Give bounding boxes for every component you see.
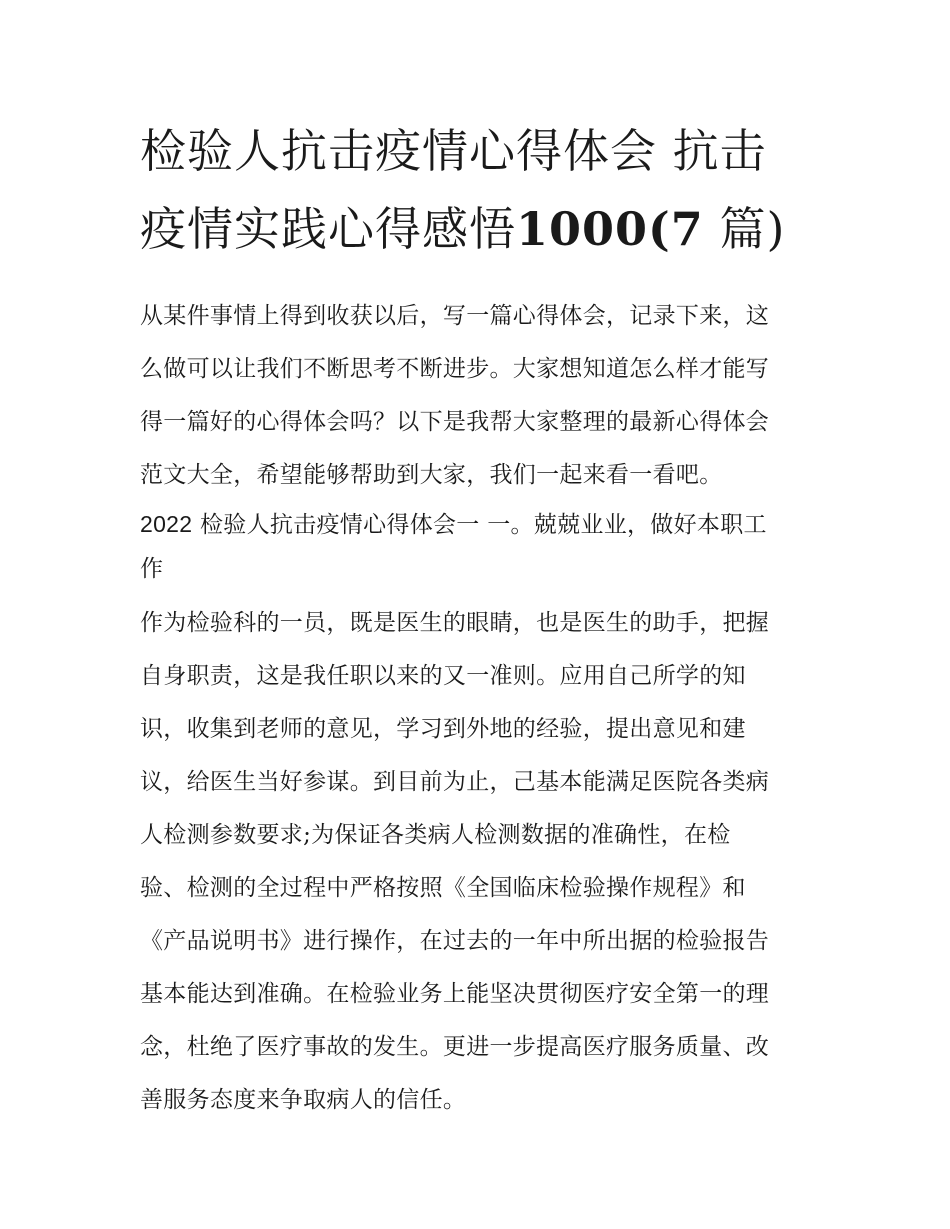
- intro-line: 从某件事情上得到收获以后，写一篇心得体会，记录下来，这: [140, 303, 770, 329]
- body-paragraph: [140, 597, 812, 1127]
- body-line: 《产品说明书》进行操作，在过去的一年中所出据的检验报告: [140, 928, 770, 954]
- title-line-2-number: 1000(7: [516, 202, 704, 256]
- intro-line: 得一篇好的心得体会吗？以下是我帮大家整理的最新心得体会: [140, 409, 770, 435]
- body-line: 善服务态度来争取病人的信任。: [140, 1087, 467, 1113]
- section-heading-text: 检验人抗击疫情心得体会一 一。兢兢业业，做好本职工: [200, 512, 767, 538]
- document-page: [140, 112, 812, 1127]
- body-line: 议，给医生当好参谋。到目前为止，己基本能满足医院各类病: [140, 769, 770, 795]
- document-title: [140, 112, 812, 268]
- body-line: 念，杜绝了医疗事故的发生。更进一步提高医疗服务质量、改: [140, 1034, 770, 1060]
- section-heading-line-2: 作: [140, 556, 164, 582]
- title-line-1: 检验人抗击疫情心得体会 抗击: [140, 124, 767, 178]
- intro-line: 范文大全，希望能够帮助到大家，我们一起来看一看吧。: [140, 462, 723, 488]
- body-line: 自身职责，这是我任职以来的又一准则。应用自己所学的知: [140, 663, 746, 689]
- title-line-2: [140, 190, 812, 268]
- body-line: 基本能达到准确。在检验业务上能坚决贯彻医疗安全第一的理: [140, 981, 770, 1007]
- body-line: 识，收集到老师的意见，学习到外地的经验，提出意见和建: [140, 716, 746, 742]
- title-line-2-prefix: 疫情实践心得感悟: [140, 202, 516, 256]
- section-heading: [140, 502, 812, 591]
- body-line: 人检测参数要求;为保证各类病人检测数据的准确性，在检: [140, 822, 731, 848]
- intro-paragraph: [140, 290, 812, 502]
- section-heading-year: 2022: [140, 511, 193, 537]
- section-heading-line-1: [140, 502, 812, 547]
- body-line: 验、检测的全过程中严格按照《全国临床检验操作规程》和: [140, 875, 746, 901]
- intro-line: 么做可以让我们不断思考不断进步。大家想知道怎么样才能写: [140, 356, 770, 382]
- body-line: 作为检验科的一员，既是医生的眼睛，也是医生的助手，把握: [140, 610, 770, 636]
- title-line-2-suffix: 篇): [719, 202, 786, 256]
